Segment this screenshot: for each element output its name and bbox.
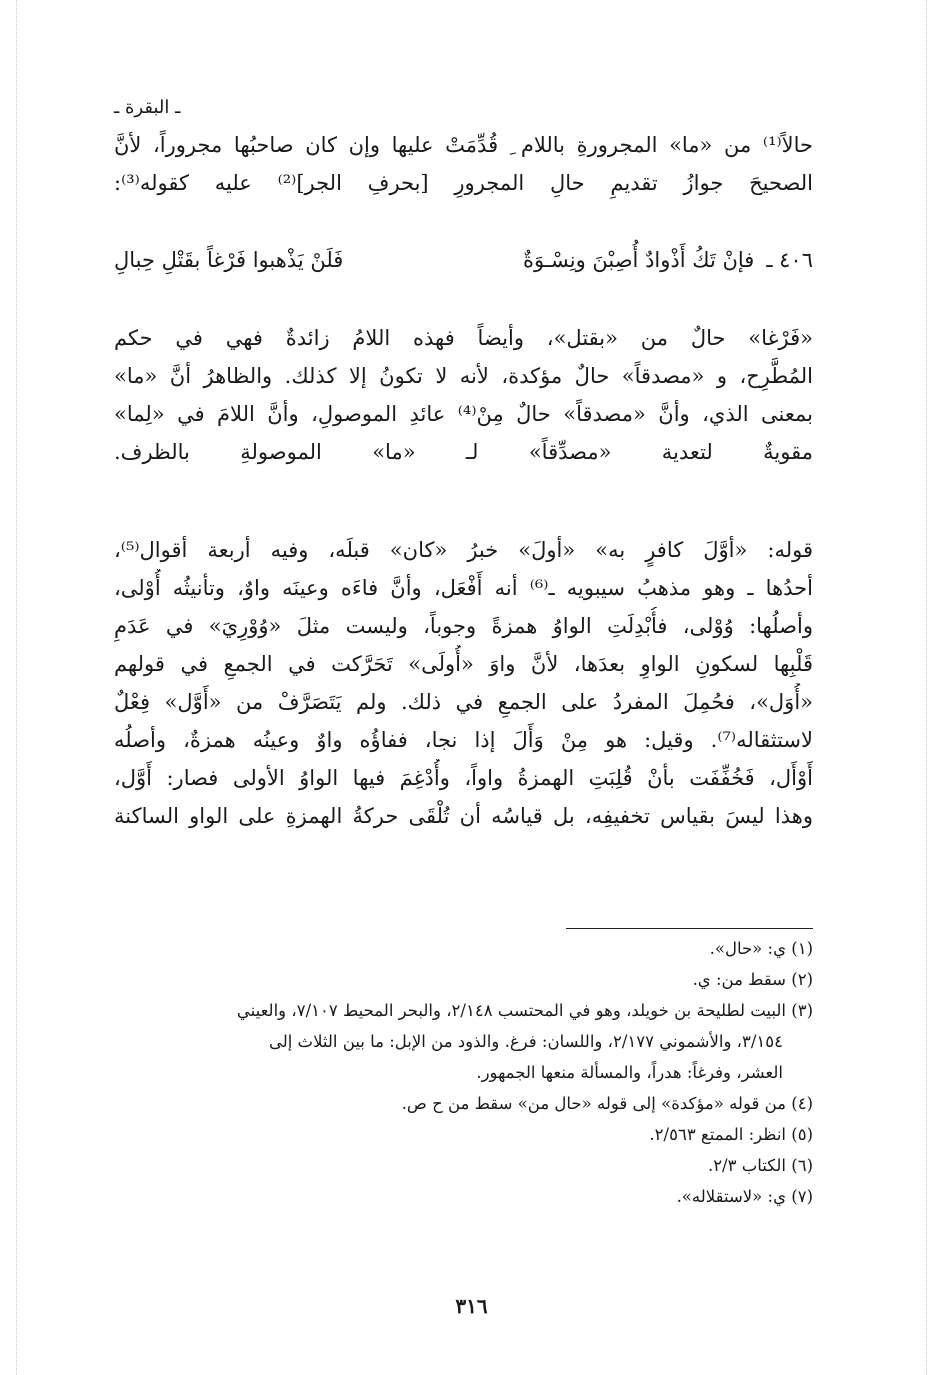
text-line: الصحيحَ جوازُ تقديمِ حالِ المجرورِ [بحرفِ الجر]⁽²⁾ عليه كقوله⁽³⁾:: [114, 171, 813, 195]
verse-number: ٤٠٦ ـ: [766, 248, 813, 272]
left-margin-dots: [16, 0, 17, 1375]
footnote-5: (٥) انظر: الممتع ٢/٥٦٣.: [649, 1125, 813, 1144]
text-line: وأصلُها: وُوْلى، فأُبْدِلَتِ الواوُ همزةً وجوباً، وليست مثلَ «وُوْرِيَ» في عَدَمِ: [114, 614, 813, 638]
text-line: مقويةٌ لتعدية «مصدِّقاً» لـ «ما» الموصولةِ بالظرف.: [114, 440, 813, 464]
text-line: «أُوَل»، فحُمِلَ المفردُ على الجمعِ في ذلك. ولم يَتَصَرَّفْ من «أَوَّل» فِعْلٌ: [114, 690, 813, 714]
text-line: حالاً⁽¹⁾ من «ما» المجرورةِ باللام ِ قُدِّمَتْ عليها وإن كان صاحبُها مجروراً، لأنَّ: [114, 133, 813, 157]
text-line: بمعنى الذي، وأنَّ «مصدقاً» حالٌ مِنْ⁽⁴⁾ عائدِ الموصولِ، وأنَّ اللامَ في «لِما»: [114, 402, 813, 426]
footnote-7: (٧) ي: «لاستقلاله».: [676, 1187, 813, 1206]
footnote-6: (٦) الكتاب ٢/٣.: [707, 1156, 813, 1175]
footnote-3-cont: العشر، وفرغاً: هدراً، والمسألة منعها الجمهور.: [476, 1063, 783, 1082]
verse-second-hemistich: فَلَنْ يَذْهبوا فَرْغاً بقَتْلِ حِبالِ: [113, 248, 344, 272]
text-line: قوله: «أوَّلَ كافرٍ به» «أولَ» خبرُ «كان» قبلَه، وفيه أربعة أقوال⁽⁵⁾،: [114, 538, 813, 562]
text-line: أحدُها ـ وهو مذهبُ سيبويه ـ⁽⁶⁾ أنه أَفْعَل، وأنَّ فاءَه وعينَه واوٌ، وتأنيثُه أُوْلى،: [114, 576, 813, 600]
footnote-3: (٣) البيت لطليحة بن خويلد، وهو في المحتسب ٢/١٤٨، والبحر المحيط ٧/١٠٧، والعيني: [236, 1001, 813, 1020]
footnote-1: (١) ي: «حال».: [709, 939, 813, 958]
text-line: وهذا ليسَ بقياس تخفيفِه، بل قياسُه أن تُلْقَى حركةُ الهمزةِ على الواو الساكنة: [114, 804, 813, 828]
poetry-verse: [114, 240, 813, 280]
verse-first-hemistich: فإنْ تَكُ أَذْوادٌ أُصِبْنَ ونِسْـوَةٌ: [523, 248, 755, 272]
right-margin-dots: [926, 0, 927, 1375]
paragraph-2: [114, 319, 813, 471]
footnote-separator: [566, 928, 813, 929]
footnote-4: (٤) من قوله «مؤكدة» إلى قوله «حال من» سقط من ح ص.: [401, 1094, 813, 1113]
footnote-2: (٢) سقط من: ي.: [692, 970, 813, 989]
footnotes: [114, 933, 813, 1212]
text-line: «فَرْغا» حالٌ من «بقتل»، وأيضاً فهذه اللامُ زائدةٌ فهي في حكم: [114, 326, 813, 350]
footnote-3-cont: ٣/١٥٤، والأشموني ٢/١٧٧، واللسان: فرغ. والذود من الإبل: ما بين الثلاث إلى: [268, 1032, 783, 1051]
paragraph-1: [114, 126, 813, 202]
page-number: ٣١٦: [455, 1294, 488, 1318]
paragraph-3: [114, 531, 813, 835]
text-line: المُطَّرِح، و «مصدقاً» حالٌ مؤكدة، لأنه لا تكونُ إلا كذلك. والظاهرُ أنَّ «ما»: [114, 364, 813, 388]
text-line: لاستثقاله⁽⁷⁾. وقيل: هو مِنْ وَأَلَ إذا نجا، ففاؤُه واوٌ وعينُه همزةٌ، وأصلُه: [114, 728, 813, 752]
text-line: أَوْأَل، فَخُفِّفَت بأنْ قُلِبَتِ الهمزةُ واواً، وأُدْغِمَ فيها الواوُ الأولى فصار: أَوَّل،: [114, 766, 813, 790]
running-header: ـ البقرة ـ: [114, 97, 181, 118]
text-line: قَلْبِها لسكونِ الواوِ بعدَها، لأنَّ واوَ «أُولَى» تَحَرَّكت في الجمعِ في قولهم: [114, 652, 813, 676]
